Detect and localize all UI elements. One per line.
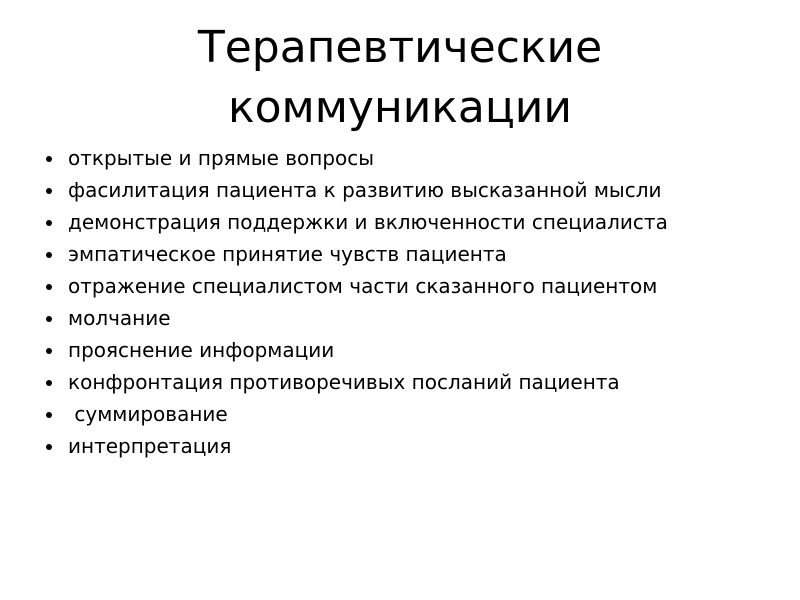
bullet-text: отражение специалистом части сказанного пациентом: [68, 274, 658, 298]
bullet-dot-icon: [46, 252, 52, 258]
bullet-item: [40, 369, 760, 395]
bullet-dot-icon: [46, 188, 52, 194]
bullet-dot-icon: [46, 412, 52, 418]
bullet-dot-icon: [46, 284, 52, 290]
bullet-item: [40, 145, 760, 171]
bullet-dot-icon: [46, 380, 52, 386]
bullet-text: демонстрация поддержки и включенности специалиста: [68, 210, 668, 234]
bullet-item: [40, 273, 760, 299]
bullet-text: конфронтация противоречивых посланий пациента: [68, 370, 620, 394]
bullet-item: [40, 337, 760, 363]
bullet-item: [40, 401, 760, 427]
bullet-item: [40, 177, 760, 203]
bullet-item: [40, 241, 760, 267]
bullet-item: [40, 433, 760, 459]
bullet-item: [40, 305, 760, 331]
bullet-dot-icon: [46, 348, 52, 354]
bullet-text: прояснение информации: [68, 338, 335, 362]
bullet-item: [40, 209, 760, 235]
bullet-text: фасилитация пациента к развитию высказанной мысли: [68, 178, 662, 202]
bullet-dot-icon: [46, 220, 52, 226]
bullet-dot-icon: [46, 444, 52, 450]
bullet-text: открытые и прямые вопросы: [68, 146, 375, 170]
bullet-text: суммирование: [68, 402, 228, 426]
bullet-text: эмпатическое принятие чувств пациента: [68, 242, 507, 266]
bullet-text: интерпретация: [68, 434, 232, 458]
bullet-text: молчание: [68, 306, 171, 330]
bullet-dot-icon: [46, 316, 52, 322]
bullet-list: [40, 145, 760, 465]
bullet-dot-icon: [46, 156, 52, 162]
slide-title: Терапевтические коммуникации: [197, 22, 603, 133]
